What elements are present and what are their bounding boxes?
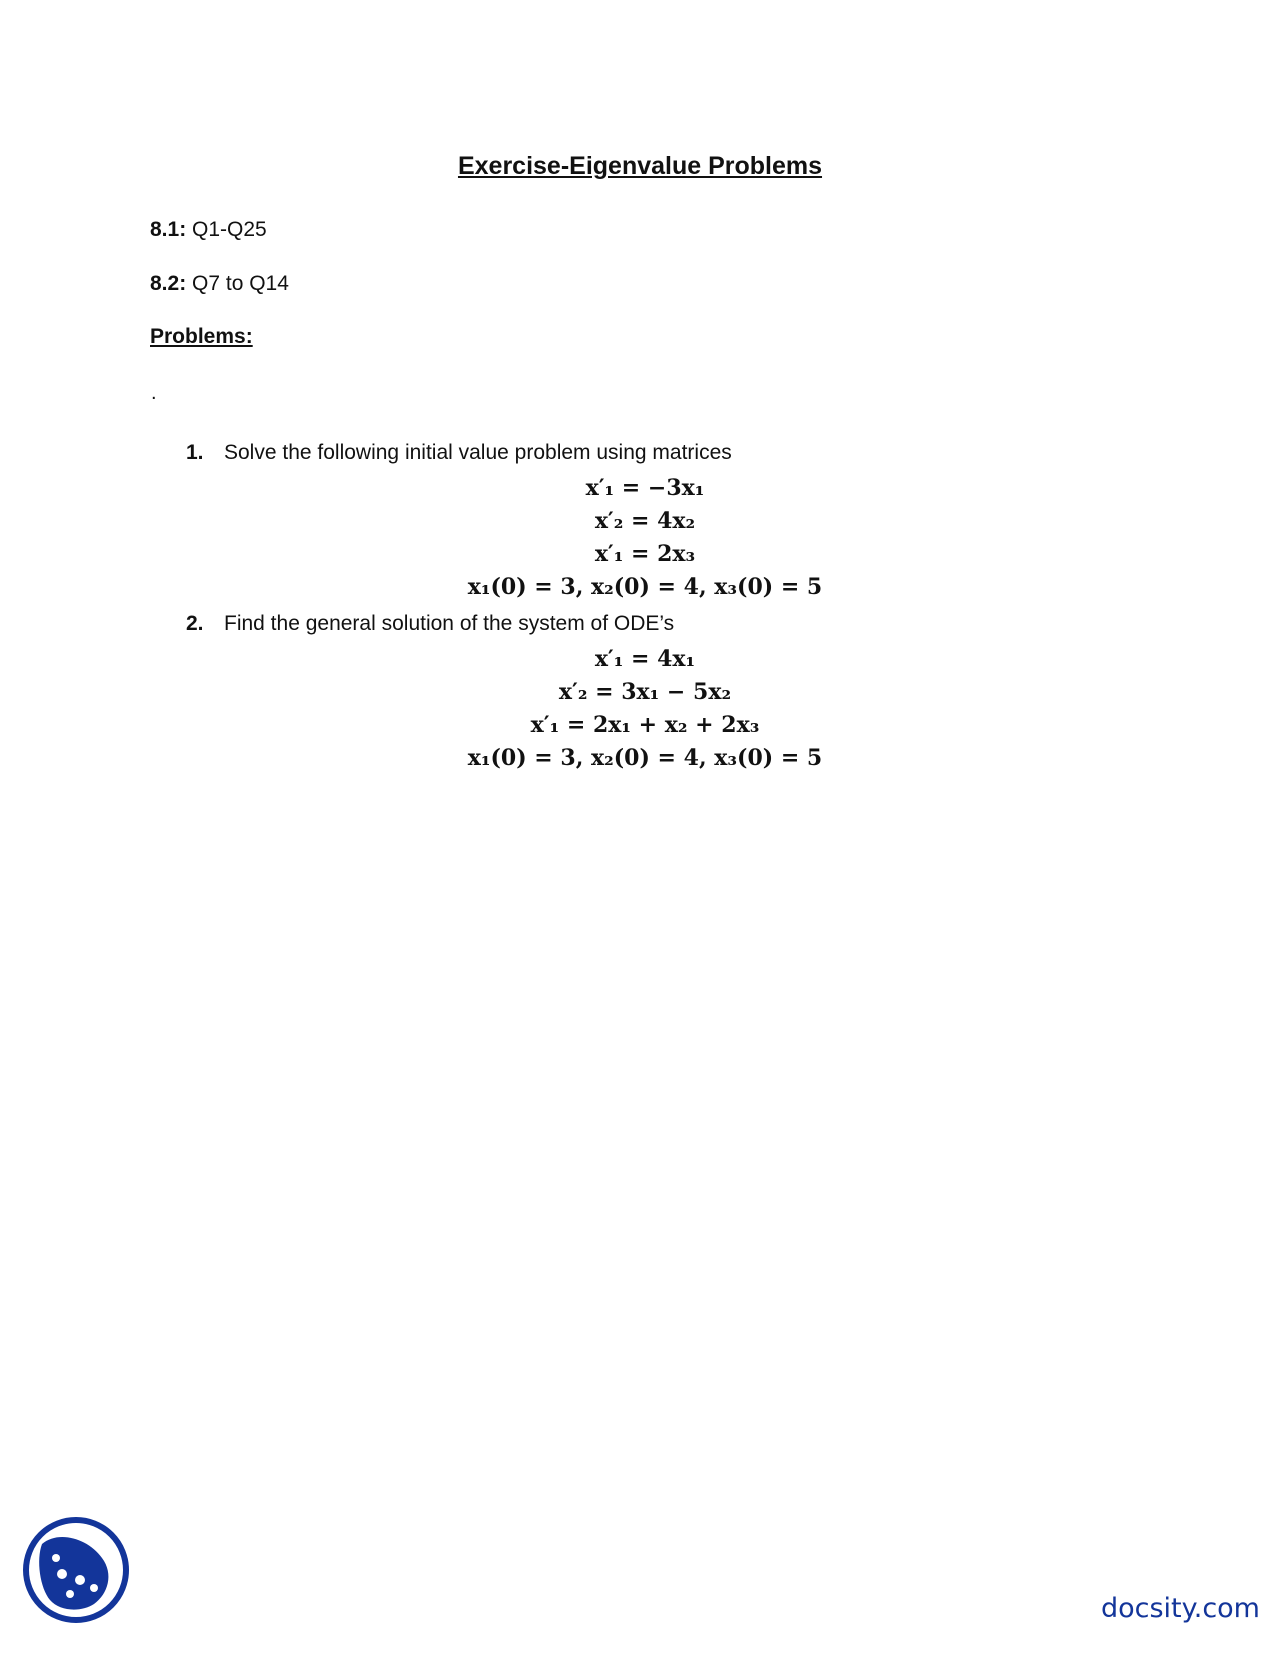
equation: x′₁ = 2x₃	[594, 541, 696, 567]
equation: x′₂ = 3x₁ − 5x₂	[558, 679, 732, 705]
problem-1	[186, 441, 732, 465]
equation: x′₁ = 4x₁	[594, 646, 696, 672]
equation: x′₂ = 4x₂	[594, 508, 696, 534]
section-label: 8.2:	[150, 272, 187, 295]
problem-number: 1.	[186, 441, 204, 464]
equation: x₁(0) = 3, x₂(0) = 4, x₃(0) = 5	[467, 745, 823, 771]
stray-dot: .	[151, 382, 157, 404]
equation: x₁(0) = 3, x₂(0) = 4, x₃(0) = 5	[467, 574, 823, 600]
section-text: Q7 to Q14	[192, 272, 289, 295]
equation: x′₁ = 2x₁ + x₂ + 2x₃	[530, 712, 760, 738]
page-title: Exercise-Eigenvalue Problems	[457, 152, 823, 180]
section-8-1	[150, 218, 267, 242]
problems-heading: Problems:	[150, 325, 253, 348]
equation: x′₁ = −3x₁	[585, 475, 705, 501]
docsity-site-link[interactable]: docsity.com	[1100, 1593, 1260, 1624]
problem-text: Find the general solution of the system of ODE’s	[224, 612, 675, 635]
problem-2	[186, 612, 674, 636]
problem-text: Solve the following initial value problem using matrices	[224, 441, 732, 464]
section-text: Q1-Q25	[192, 218, 267, 241]
problem-number: 2.	[186, 612, 204, 635]
docsity-logo-icon	[22, 1516, 130, 1629]
section-label: 8.1:	[150, 218, 187, 241]
section-8-2	[150, 272, 289, 296]
